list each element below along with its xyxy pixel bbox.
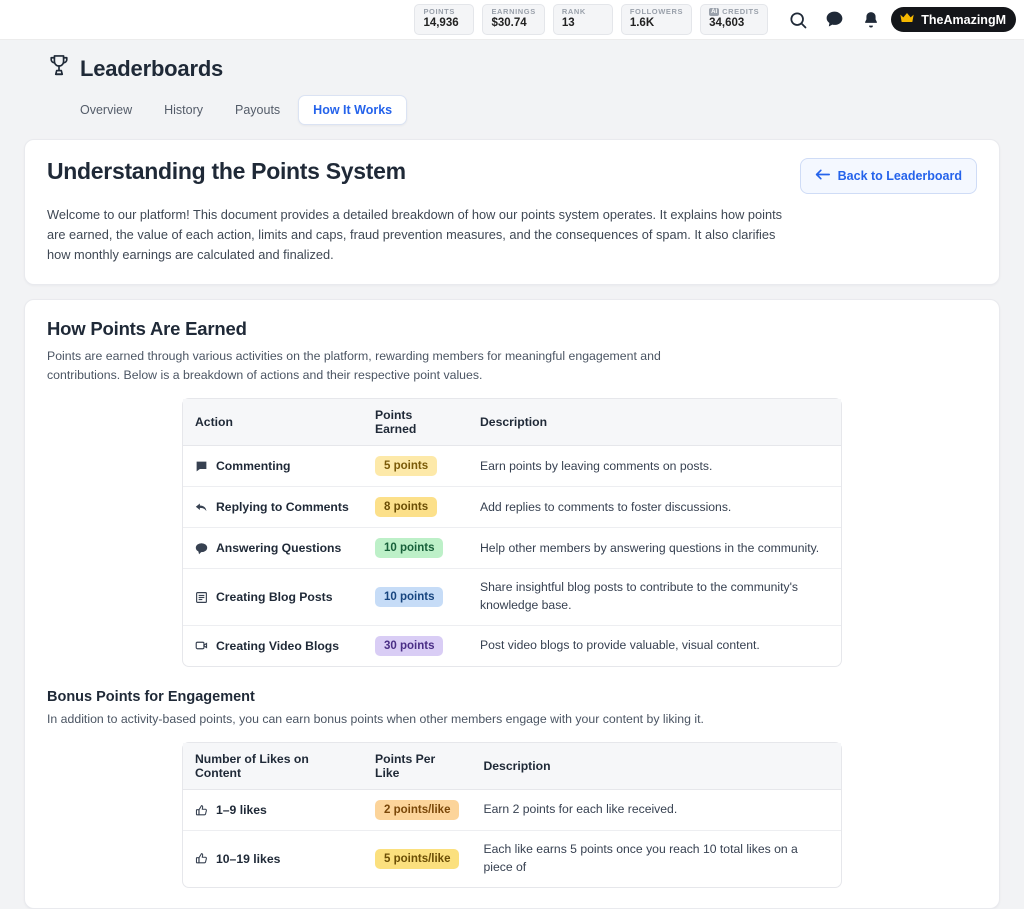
tab-payouts[interactable]: Payouts — [235, 103, 281, 117]
back-to-leaderboard-button[interactable] — [800, 158, 977, 194]
stat-earnings-label: EARNINGS — [491, 6, 536, 16]
bonus-paragraph: In addition to activity-based points, you can earn bonus points when other members engage with your content by liking it. — [47, 711, 704, 726]
col-points-per-like: Points Per Like — [363, 743, 471, 790]
intro-card — [24, 139, 1000, 285]
table-row — [183, 790, 841, 831]
intro-heading: Understanding the Points System — [47, 158, 406, 184]
table-row — [183, 487, 841, 528]
earned-table-wrapper — [182, 398, 842, 666]
tab-history[interactable]: History — [164, 103, 203, 117]
video-icon — [195, 639, 208, 652]
row-action-label: 10–19 likes — [216, 851, 281, 866]
row-description: Add replies to comments to foster discussions. — [468, 487, 841, 528]
question-icon — [195, 542, 208, 555]
table-row — [183, 569, 841, 625]
col-description: Description — [471, 743, 841, 790]
stat-credits[interactable] — [700, 4, 768, 36]
row-points-badge: 5 points/like — [375, 849, 459, 869]
bell-icon[interactable] — [861, 10, 881, 30]
stat-rank-value: 13 — [561, 17, 575, 30]
stat-earnings[interactable] — [482, 4, 544, 36]
earned-paragraph: Points are earned through various activities on the platform, rewarding members for meaningful engagement and contributions. Below is a breakdown of actions and their respective point values. — [47, 349, 661, 382]
table-header-row — [183, 399, 841, 446]
col-action: Action — [183, 399, 363, 446]
intro-paragraph: Welcome to our platform! This document provides a detailed breakdown of how our points system operates. It explains how points are earned, the value of each action, limits and caps, fraud prevention measures, and the consequences of spam. It also clarifies how monthly earnings are calculated and finalized. — [47, 207, 783, 262]
tab-how-it-works[interactable]: How It Works — [298, 95, 407, 125]
intro-header — [47, 158, 977, 194]
row-action-label: Answering Questions — [216, 541, 342, 556]
arrow-left-icon — [815, 168, 830, 184]
row-action-label: Replying to Comments — [216, 500, 349, 515]
earned-table — [183, 399, 841, 665]
stat-rank[interactable] — [553, 4, 613, 36]
table-row — [183, 831, 841, 887]
content-area — [0, 125, 1024, 909]
search-icon[interactable] — [788, 10, 808, 30]
row-points-badge: 10 points — [375, 587, 443, 607]
table-row — [183, 528, 841, 569]
tab-overview[interactable]: Overview — [80, 103, 133, 117]
trophy-icon — [48, 54, 70, 83]
page-tabs — [66, 95, 1024, 125]
row-action-label: Creating Video Blogs — [216, 638, 340, 653]
article-icon — [195, 591, 208, 604]
chat-icon[interactable] — [824, 9, 845, 30]
row-description: Earn 2 points for each like received. — [471, 790, 841, 831]
stat-points-value: 14,936 — [423, 17, 459, 30]
col-points-earned: Points Earned — [363, 399, 468, 446]
table-row — [183, 625, 841, 666]
stat-points-label: POINTS — [423, 6, 455, 16]
stat-followers-label: FOLLOWERS — [629, 6, 684, 16]
row-action-label: Creating Blog Posts — [216, 590, 333, 605]
stat-earnings-value: $30.74 — [491, 17, 527, 30]
user-name: TheAmazingM — [921, 12, 1006, 27]
row-points-badge: 5 points — [375, 456, 437, 476]
stat-points[interactable] — [414, 4, 474, 36]
table-row — [183, 446, 841, 487]
row-action-label: 1–9 likes — [216, 803, 267, 818]
bonus-table-wrapper — [182, 742, 842, 887]
stat-rank-label: RANK — [561, 6, 586, 16]
row-points-badge: 10 points — [375, 538, 443, 558]
stat-credits-label: CREDITS — [722, 6, 760, 16]
row-points-badge: 8 points — [375, 497, 437, 517]
stat-followers[interactable] — [621, 4, 692, 36]
page-title-row — [48, 54, 1024, 83]
col-likes-count: Number of Likes on Content — [183, 743, 363, 790]
stat-credits-value: 34,603 — [709, 17, 745, 30]
bonus-table — [183, 743, 841, 886]
table-header-row — [183, 743, 841, 790]
ai-badge-icon: AI — [711, 8, 718, 15]
points-earned-card — [24, 299, 1000, 908]
stats-group — [414, 4, 768, 36]
comment-icon — [195, 460, 208, 473]
crown-icon — [899, 12, 915, 27]
stat-followers-value: 1.6K — [629, 17, 655, 30]
row-action-label: Commenting — [216, 459, 291, 474]
row-description: Each like earns 5 points once you reach 10 total likes on a piece of — [483, 842, 798, 874]
thumbs-up-icon — [195, 804, 208, 817]
row-description: Help other members by answering questions in the community. — [468, 528, 841, 569]
row-description: Post video blogs to provide valuable, visual content. — [480, 637, 760, 652]
col-description: Description — [468, 399, 841, 446]
thumbs-up-icon — [195, 852, 208, 865]
page-header — [0, 40, 1024, 125]
row-description: Share insightful blog posts to contribute to the community's knowledge base. — [468, 569, 841, 625]
top-bar — [0, 0, 1024, 40]
user-menu[interactable] — [891, 7, 1016, 32]
row-description: Earn points by leaving comments on posts. — [468, 446, 841, 487]
stat-credits-label-row — [709, 8, 759, 17]
row-points-badge: 30 points — [375, 636, 443, 656]
bonus-heading: Bonus Points for Engagement — [47, 688, 255, 705]
row-points-badge: 2 points/like — [375, 800, 459, 820]
earned-heading: How Points Are Earned — [47, 318, 247, 340]
reply-icon — [195, 501, 208, 514]
page-title: Leaderboards — [80, 55, 224, 81]
top-icons — [788, 9, 881, 30]
back-to-leaderboard-label: Back to Leaderboard — [837, 169, 962, 183]
